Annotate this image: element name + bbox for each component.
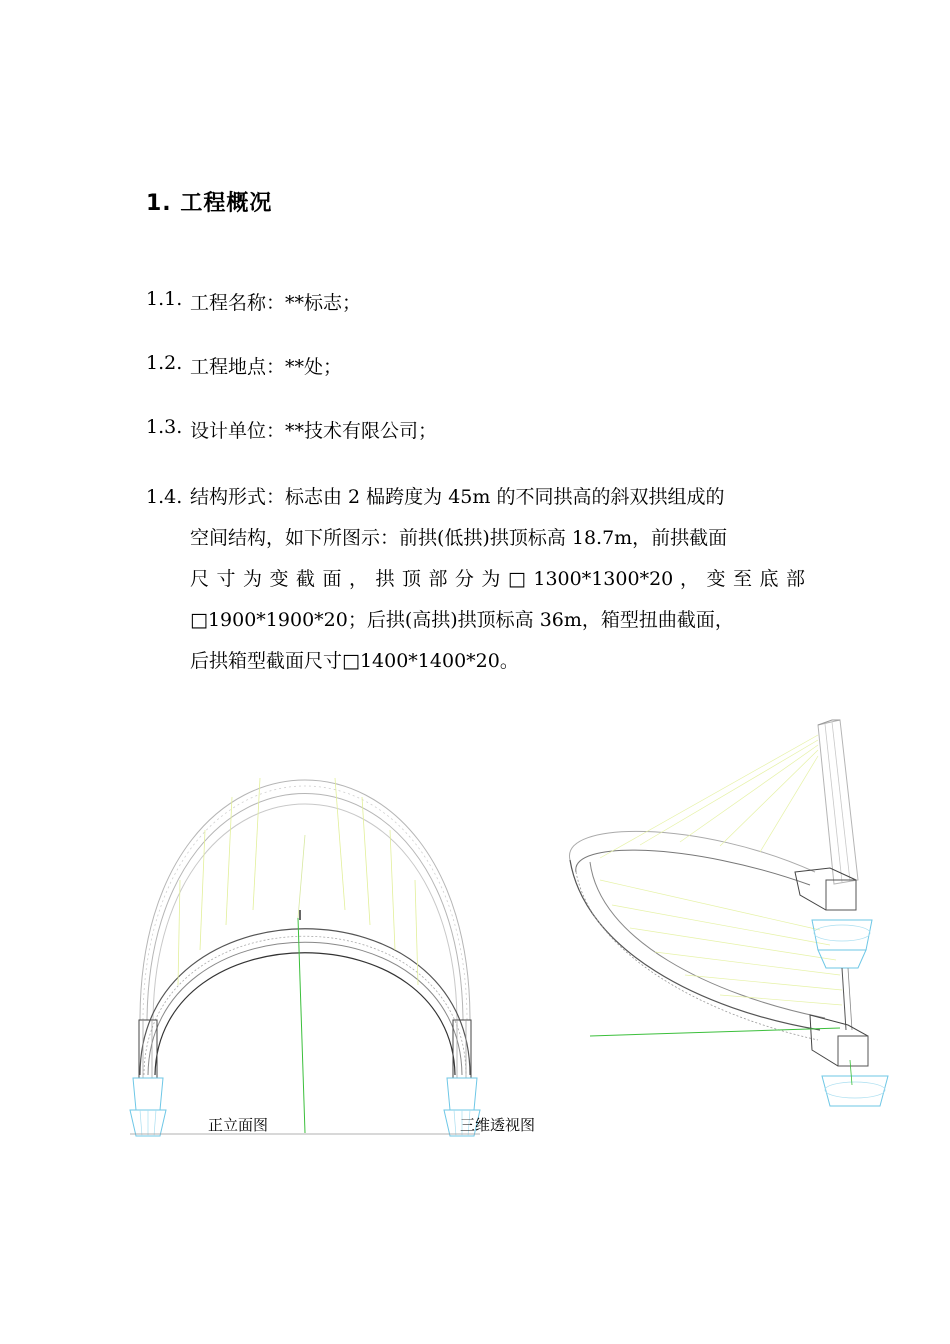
caption-3d-perspective: 三维透视图	[460, 1116, 536, 1134]
item-number: 1.3.	[146, 416, 183, 438]
section-heading: 1. 工程概况	[146, 191, 273, 216]
structure-description	[190, 477, 805, 682]
paragraph-line: 结构形式：标志由 2 榀跨度为 45m 的不同拱高的斜双拱组成的	[190, 486, 725, 508]
structure-figure	[0, 700, 950, 1160]
item-number: 1.1.	[146, 288, 183, 310]
item-number-1-4: 1.4.	[146, 486, 183, 508]
item-text: 工程名称：**标志；	[190, 292, 362, 314]
caption-front-elevation: 正立面图	[208, 1116, 269, 1134]
paragraph-line: □1900*1900*20；后拱(高拱)拱顶标高 36m，箱型扭曲截面，	[190, 609, 734, 631]
front-elevation-drawing	[130, 778, 480, 1136]
perspective-drawing	[569, 720, 888, 1106]
paragraph-line: 空间结构，如下所图示：前拱(低拱)拱顶标高 18.7m，前拱截面	[190, 527, 728, 549]
paragraph-line: 尺 寸 为 变 截 面 ， 拱 顶 部 分 为 □ 1300*1300*20 ， 变 至 底 部	[190, 568, 805, 590]
item-number: 1.2.	[146, 352, 183, 374]
item-text: 设计单位：**技术有限公司；	[190, 420, 438, 442]
item-text: 工程地点：**处；	[190, 356, 343, 378]
paragraph-line: 后拱箱型截面尺寸□1400*1400*20。	[190, 650, 519, 672]
